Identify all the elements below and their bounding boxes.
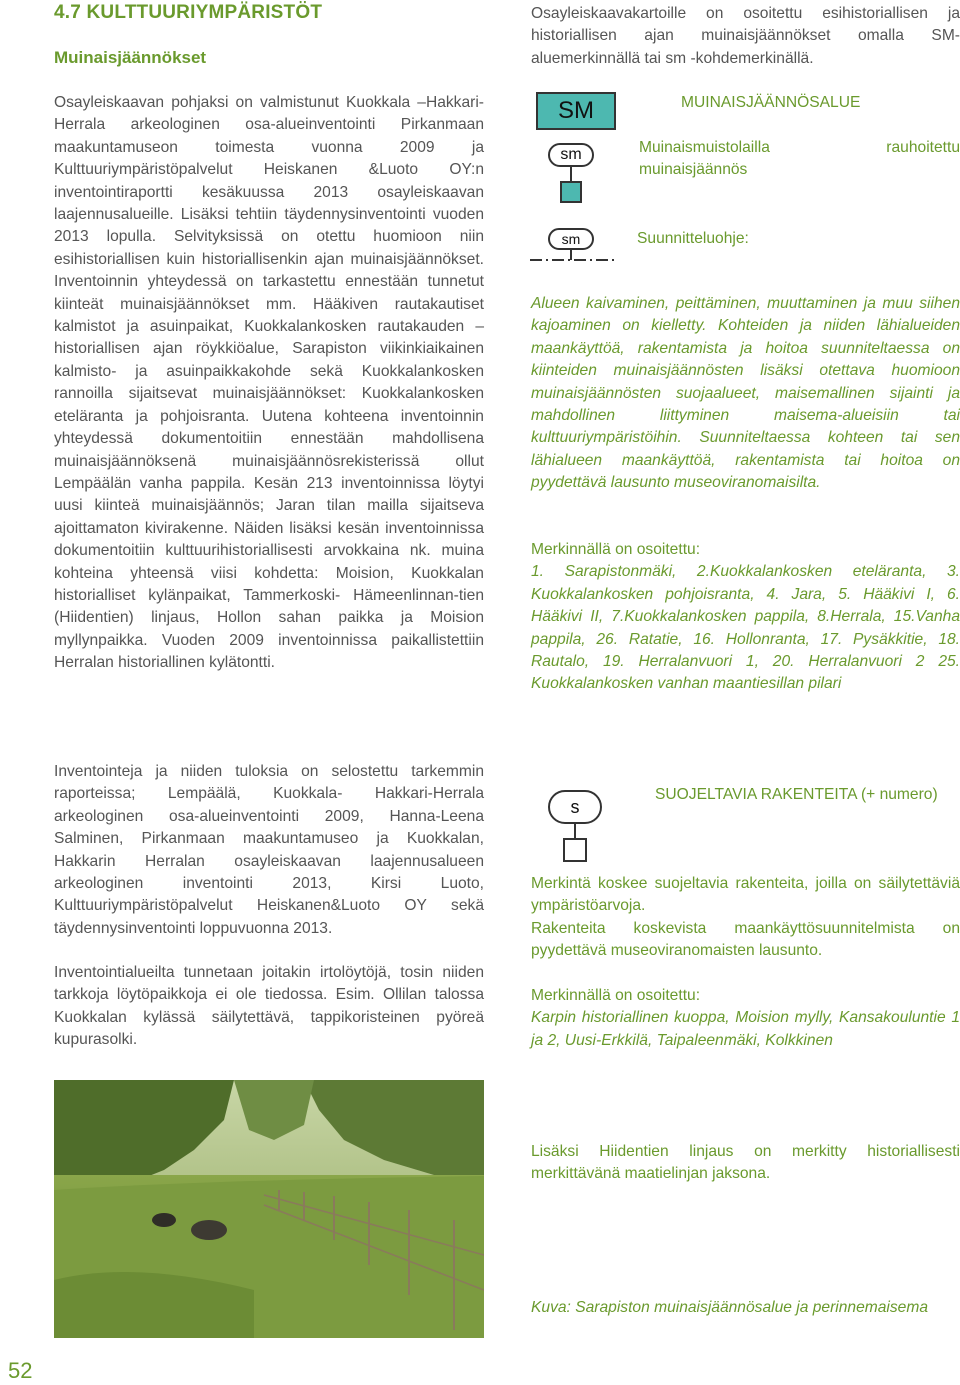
s-symbol-label: s	[570, 796, 580, 817]
landscape-photo	[54, 1080, 484, 1338]
page-number: 52	[8, 1358, 33, 1383]
s-block	[531, 873, 960, 963]
paragraph-finds: Inventointialueilta tunnetaan joitakin irtolöytöjä, tosin niiden tarkkoja löytöpaikkoja ei ole tiedossa. Esim. Ollilan talossa Kuokkalan kylässä säilytettävä, tappikoristeinen pyöreä kupurasolki.	[54, 964, 484, 1049]
sm-object-stem	[570, 167, 572, 181]
sm-line-symbol	[548, 228, 594, 250]
sm-area-symbol	[536, 92, 616, 130]
right-intro	[531, 3, 960, 70]
sm-area-symbol-label: SM	[558, 97, 594, 124]
guideline-block	[531, 293, 960, 495]
sm-object-symbol	[548, 143, 594, 167]
left-column-3	[54, 962, 484, 1052]
caption-block	[531, 1297, 960, 1319]
section-title: 4.7 KULTTUURIYMPÄRISTÖT	[54, 2, 323, 23]
s-marked-list: Karpin historiallinen kuoppa, Moision mylly, Kansakouluntie 1 ja 2, Uusi-Erkkilä, Taipaleenmäki, Kolkkinen	[531, 1009, 960, 1049]
hiidentie-block	[531, 1141, 960, 1186]
sm-object-symbol-label: sm	[560, 146, 582, 163]
marked-heading: Merkinnällä on osoitettu:	[531, 541, 701, 558]
left-column	[54, 92, 484, 675]
dashed-line-symbol	[530, 250, 615, 266]
paragraph-inventory: Osayleiskaavan pohjaksi on valmistunut Kuokkala –Hakkari- Herrala arkeologinen osa-alueinventointi Pirkanmaan maakuntamuseon toimesta vuonna 2009 ja Kulttuuriympäristöpalvelut Heiskanen &Luoto OY:n inventointiraportti kesäkuussa 2013 osayleiskaavan laajennusalueille. Lisäksi tehtiin täydennysinventointi vuoden 2013 lopulla. Selvityksissä on otettu huomioon niin esihistoriallisen kuin historiallisenkin ajan muinaisjäännökset. Inventoinnin yhteydessä on tarkastettu ennestään tunnetut kiinteät muinaisjäännökset mm. Hääkiven rautakautiset kalmistot ja asuinpaikat, Kuokkalankosken rautakauden – historiallisen ajan röykkiöalue, Sarapiston viikinkiaikainen kalmisto- ja asuinpaikkakohde sekä Kuokkalankosken rannoilla sijaitsevat muinaisjäännökset: Kuokkalankosken eteläranta ja pohjoisranta. Uutena kohteena inventoinnin yhteydessä dokumentoitiin ennestään mahdollisena muinaisjäännöksenä muinaisjäännösrekisterissä ollut Lempäälän vanha pappila. Kesän 213 inventoinnissa löytyi uusi kiinteä muinaisjäännös; Jaran tilan mailla sijaitseva ajoittamaton kivirakenne. Näiden lisäksi kesän inventoinnissa dokumentoitiin kulttuurihistoriallisesti arvokkaina nk. muina kohteina yhteensä viisi kohdetta: Moision, Kuokkalan historialliset kylänpaikat, Tammerkoski- Hämeenlinnan-tien (Hiidentien) linjaus, Hollon sahan paikka ja Moision myllynpaikka. Vuoden 2009 inventoinnissa paikallistettiin Herralan historiallinen kylätontti.	[54, 94, 484, 672]
s-para2: Rakenteita koskevista maankäyttösuunnitelmista on pyydettävä museoviranomaisten lausunto.	[531, 919, 960, 960]
planning-title: Suunnitteluohje:	[637, 230, 749, 247]
hiidentie-text: Lisäksi Hiidentien linjaus on merkitty historiallisesti merkittävänä maatielinjan jaksona.	[531, 1143, 960, 1183]
s-marked-heading: Merkinnällä on osoitettu:	[531, 987, 701, 1004]
sm-object-square	[560, 181, 582, 203]
landscape-photo-illustration	[54, 1080, 484, 1338]
subsection-title: Muinaisjäännökset	[54, 48, 207, 67]
photo-caption: Kuva: Sarapiston muinaisjäännösalue ja perinnemaisema	[531, 1299, 929, 1316]
sm-area-title: MUINAISJÄÄNNÖSALUE	[681, 94, 861, 111]
s-symbol-stem	[574, 824, 576, 838]
paragraph-reports: Inventointeja ja niiden tuloksia on selostettu tarkemmin raporteissa; Lempäälä, Kuokkala- Hakkari-Herrala arkeologinen osa-alueinventointi 2009, Hanna-Leena Salminen, Pirkanmaan maakuntamuseo ja Kuokkalan, Hakkarin Herralan osayleiskaavan laajennusalueen arkeologinen inventointi 2013, Kirsi Luoto, Kulttuuriympäristöpalvelut Heiskanen&Luoto OY sekä täydennysinventointi loppuvuonna 2013.	[54, 763, 484, 937]
marked-list: 1. Sarapistonmäki, 2.Kuokkalankosken eteläranta, 3. Kuokkalankosken pohjoisranta, 4. Jara, 5. Hääkivi I, 6. Hääkivi II, 7.Kuokkalankosken pappila, 8.Herrala, 15.Vanha pappila, 26. Ratatie, 16. Hollonranta, 17. Pysäkkitie, 18. Rautalo, 19. Herralanvuori 1, 20. Herralanvuori 2 25. Kuokkalankosken vanhan maantiesillan pilari	[531, 563, 960, 693]
guideline-text: Alueen kaivaminen, peittäminen, muuttaminen ja muu siihen kajoaminen on kielletty. Kohteiden ja niiden lähialueiden maankäyttöä, rakentamista ja hoitoa suunniteltaessa on kiinteiden muinaisjäännösten lisäksi otettava huomioon muinaisjäännösten suojaalueet, maisemallinen sijainti ja mahdollinen liittyminen maisema-alueisiin tai kulttuuriympäristöihin. Suunniteltaessa kohteen tai sen lähialueen maankäyttöä, rakentamista tai hoitoa on pyydettävä lausunto museoviranomaisilta.	[531, 295, 960, 492]
left-column-2	[54, 761, 484, 940]
s-symbol	[548, 790, 602, 824]
marked-block	[531, 539, 960, 696]
s-para1: Merkintä koskee suojeltavia rakenteita, joilla on säilytettäviä ympäristöarvoja.	[531, 875, 960, 915]
intro-paragraph: Osayleiskaavakartoille on osoitettu esihistoriallisen ja historiallisen ajan muinaisjäännökset omalla SM-aluemerkinnällä tai sm -kohdemerkinällä.	[531, 5, 960, 67]
s-marked-block	[531, 985, 960, 1052]
sm-line-symbol-label: sm	[561, 231, 581, 247]
s-title: SUOJELTAVIA RAKENTEITA (+ numero)	[655, 786, 938, 803]
sm-object-desc: Muinaismuistolailla rauhoitettu muinaisjäännös	[639, 139, 960, 179]
s-symbol-square	[563, 838, 587, 862]
